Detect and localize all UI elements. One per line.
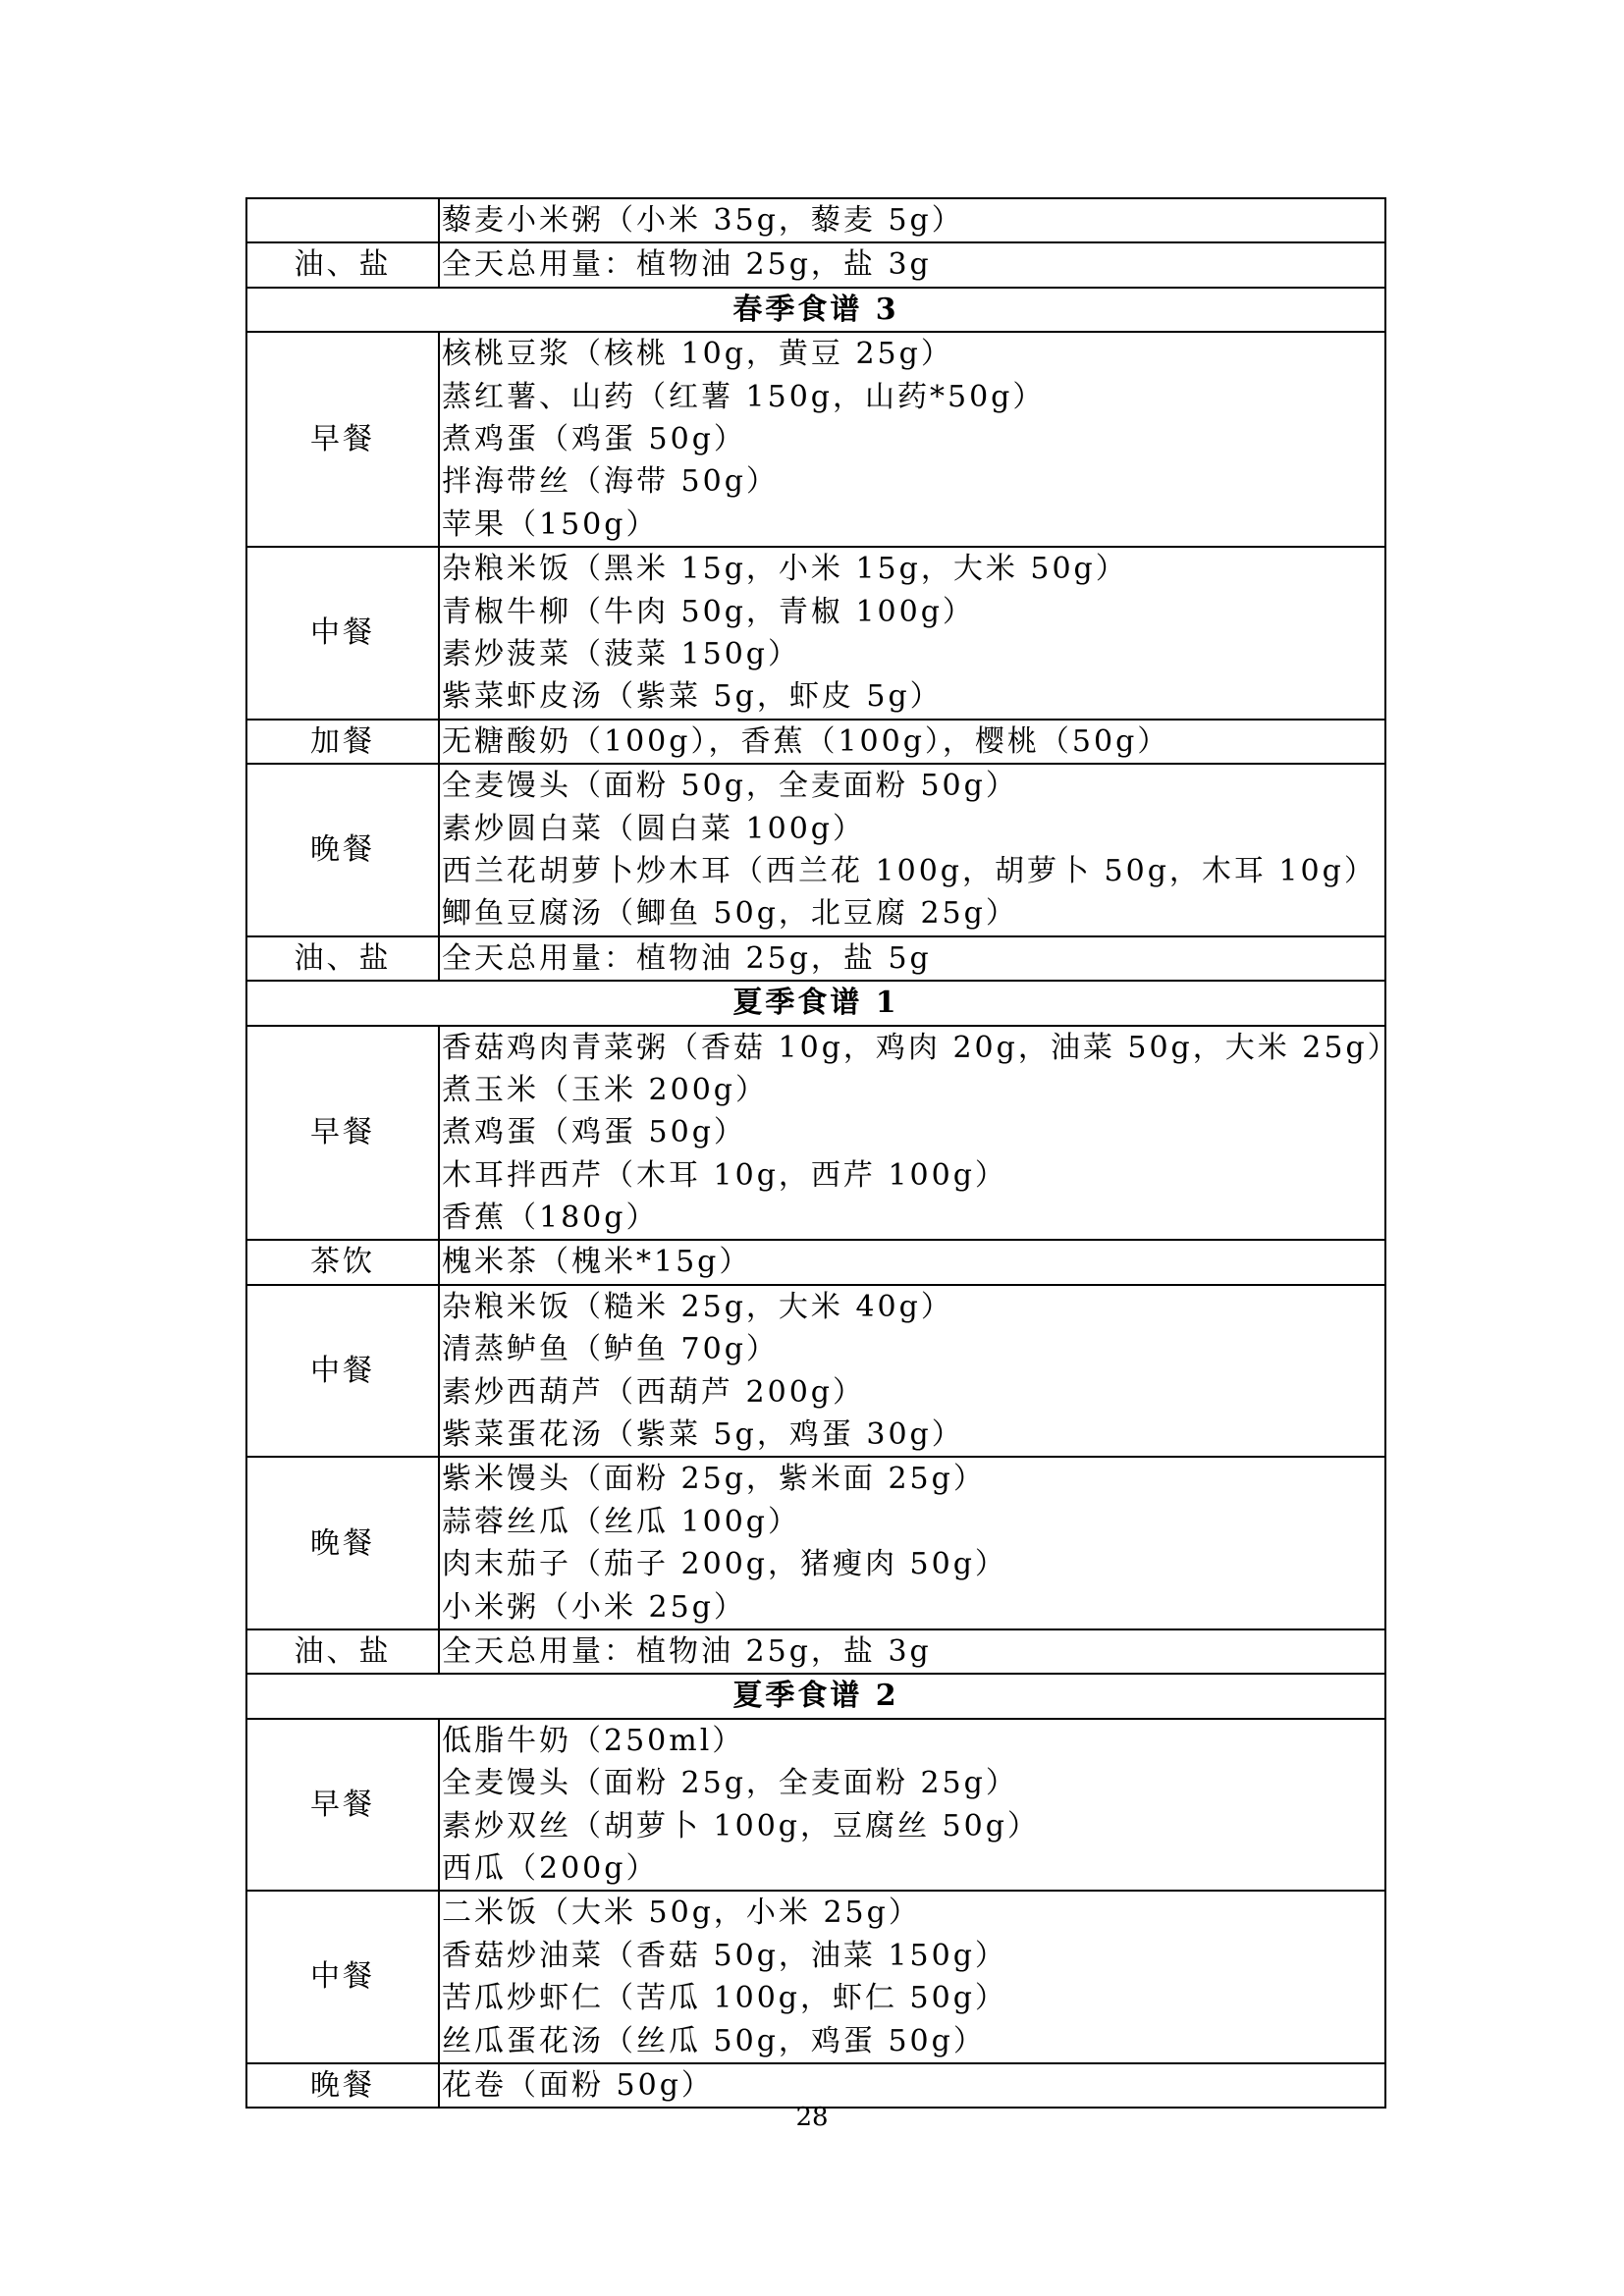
meal-items — [439, 1457, 1385, 1629]
meal-row — [246, 1457, 1385, 1629]
meal-row — [246, 720, 1385, 764]
meal-items — [439, 1891, 1385, 2063]
dish-item: 素炒菠菜（菠菜 150g） — [442, 636, 801, 671]
meal-items — [439, 332, 1385, 547]
dish-item: 蒜蓉丝瓜（丝瓜 100g） — [442, 1504, 801, 1539]
meal-row — [246, 1240, 1385, 1284]
meal-items — [439, 1719, 1385, 1892]
dish-item: 素炒双丝（胡萝卜 100g，豆腐丝 50g） — [442, 1808, 1040, 1843]
dish-item: 拌海带丝（海带 50g） — [442, 464, 779, 500]
dish-item: 丝瓜蛋花汤（丝瓜 50g，鸡蛋 50g） — [442, 2023, 986, 2058]
dish-item: 紫菜虾皮汤（紫菜 5g，虾皮 5g） — [442, 679, 943, 715]
meal-items — [439, 547, 1385, 720]
meal-row — [246, 2063, 1385, 2108]
dish-item: 槐米茶（槐米*15g） — [442, 1245, 752, 1280]
dish-item: 二米饭（大米 50g，小米 25g） — [442, 1896, 921, 1931]
meal-label: 中餐 — [246, 1891, 439, 2063]
meal-items — [439, 2063, 1385, 2108]
dish-item: 木耳拌西芹（木耳 10g，西芹 100g） — [442, 1157, 1007, 1193]
section-title: 夏季食谱 2 — [246, 1674, 1385, 1718]
dish-item: 低脂牛奶（250ml） — [442, 1723, 745, 1758]
meal-row — [246, 547, 1385, 720]
meal-row — [246, 1719, 1385, 1892]
meal-items — [439, 1240, 1385, 1284]
meal-row — [246, 764, 1385, 936]
dish-item: 全麦馒头（面粉 50g，全麦面粉 50g） — [442, 769, 1018, 804]
dish-item: 杂粮米饭（黑米 15g，小米 15g，大米 50g） — [442, 552, 1128, 587]
dish-item: 香菇炒油菜（香菇 50g，油菜 150g） — [442, 1938, 1007, 1973]
dish-item: 西瓜（200g） — [442, 1850, 659, 1886]
meal-items — [439, 198, 1385, 242]
dish-item: 紫米馒头（面粉 25g，紫米面 25g） — [442, 1462, 986, 1497]
dish-item: 香菇鸡肉青菜粥（香菇 10g，鸡肉 20g，油菜 50g，大米 25g） — [442, 1030, 1400, 1065]
meal-label: 早餐 — [246, 332, 439, 547]
meal-label: 晚餐 — [246, 2063, 439, 2108]
meal-label: 油、盐 — [246, 242, 439, 287]
dish-item: 鲫鱼豆腐汤（鲫鱼 50g，北豆腐 25g） — [442, 896, 1018, 932]
dish-item: 西兰花胡萝卜炒木耳（西兰花 100g，胡萝卜 50g，木耳 10g） — [442, 853, 1377, 888]
dish-item: 全天总用量：植物油 25g，盐 5g — [442, 940, 932, 976]
dish-item: 杂粮米饭（糙米 25g，大米 40g） — [442, 1289, 953, 1324]
dish-item: 全天总用量：植物油 25g，盐 3g — [442, 247, 932, 283]
meal-row — [246, 198, 1385, 242]
dish-item: 素炒圆白菜（圆白菜 100g） — [442, 811, 866, 846]
dish-item: 紫菜蛋花汤（紫菜 5g，鸡蛋 30g） — [442, 1417, 964, 1453]
meal-label — [246, 198, 439, 242]
meal-row — [246, 1629, 1385, 1674]
dish-item: 全天总用量：植物油 25g，盐 3g — [442, 1633, 932, 1669]
dish-item: 煮鸡蛋（鸡蛋 50g） — [442, 421, 746, 456]
meal-label: 晚餐 — [246, 1457, 439, 1629]
meal-items — [439, 1285, 1385, 1458]
meal-row — [246, 1891, 1385, 2063]
section-header-row — [246, 981, 1385, 1025]
meal-items — [439, 764, 1385, 936]
dish-item: 煮鸡蛋（鸡蛋 50g） — [442, 1115, 746, 1150]
dish-item: 苹果（150g） — [442, 507, 659, 542]
dish-item: 无糖酸奶（100g），香蕉（100g），樱桃（50g） — [442, 723, 1170, 759]
section-title: 春季食谱 3 — [246, 288, 1385, 332]
dish-item: 苦瓜炒虾仁（苦瓜 100g，虾仁 50g） — [442, 1981, 1007, 2016]
section-title: 夏季食谱 1 — [246, 981, 1385, 1025]
page-number: 28 — [795, 2103, 829, 2132]
dish-item: 肉末茄子（茄子 200g，猪瘦肉 50g） — [442, 1547, 1007, 1582]
dish-item: 蒸红薯、山药（红薯 150g，山药*50g） — [442, 379, 1046, 414]
meal-row — [246, 1285, 1385, 1458]
meal-row — [246, 936, 1385, 981]
dish-item: 小米粥（小米 25g） — [442, 1589, 746, 1625]
meal-label: 加餐 — [246, 720, 439, 764]
menu-table — [245, 197, 1400, 2109]
meal-items — [439, 242, 1385, 287]
meal-label: 中餐 — [246, 547, 439, 720]
dish-item: 清蒸鲈鱼（鲈鱼 70g） — [442, 1332, 779, 1367]
meal-label: 早餐 — [246, 1026, 439, 1241]
meal-label: 油、盐 — [246, 1629, 439, 1674]
dish-item: 青椒牛柳（牛肉 50g，青椒 100g） — [442, 594, 975, 629]
section-header-row — [246, 288, 1385, 332]
dish-item: 花卷（面粉 50g） — [442, 2067, 714, 2103]
menu-table-body — [246, 198, 1400, 2108]
meal-items — [439, 720, 1385, 764]
meal-items — [439, 1026, 1400, 1241]
meal-label: 茶饮 — [246, 1240, 439, 1284]
dish-item: 煮玉米（玉米 200g） — [442, 1072, 769, 1107]
meal-label: 早餐 — [246, 1719, 439, 1892]
meal-items — [439, 1629, 1385, 1674]
dish-item: 素炒西葫芦（西葫芦 200g） — [442, 1374, 866, 1410]
meal-items — [439, 936, 1385, 981]
meal-label: 油、盐 — [246, 936, 439, 981]
dish-item: 香蕉（180g） — [442, 1201, 659, 1236]
meal-row — [246, 1026, 1385, 1241]
meal-label: 中餐 — [246, 1285, 439, 1458]
meal-row — [246, 242, 1385, 287]
meal-row — [246, 332, 1385, 547]
meal-label: 晚餐 — [246, 764, 439, 936]
section-header-row — [246, 1674, 1385, 1718]
dish-item: 藜麦小米粥（小米 35g，藜麦 5g） — [442, 203, 964, 238]
dish-item: 核桃豆浆（核桃 10g，黄豆 25g） — [442, 337, 953, 372]
dish-item: 全麦馒头（面粉 25g，全麦面粉 25g） — [442, 1766, 1018, 1801]
